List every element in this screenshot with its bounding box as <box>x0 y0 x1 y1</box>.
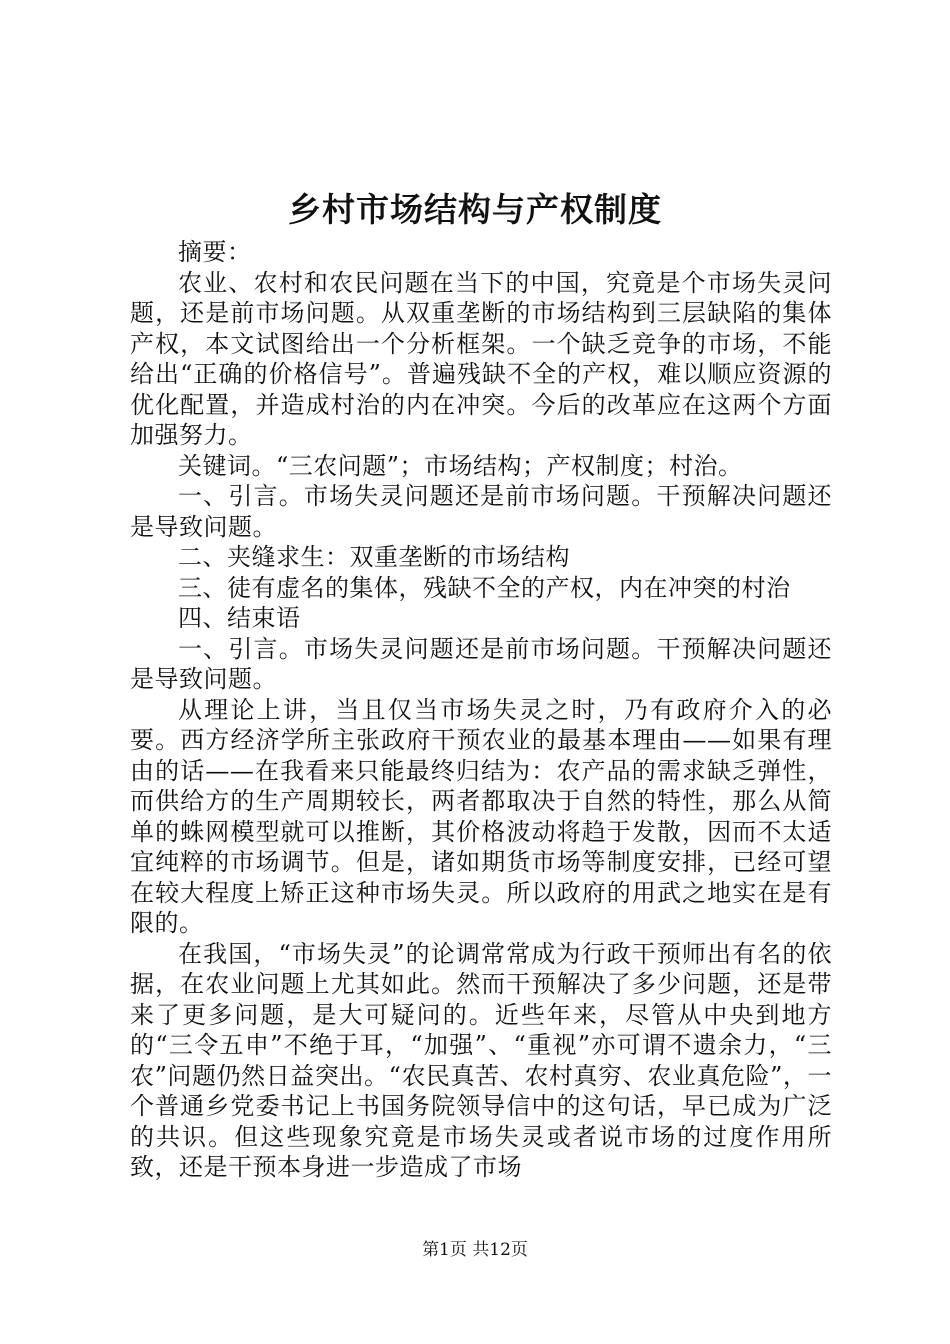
abstract-label: 摘要： <box>178 238 252 266</box>
document-body <box>130 237 832 1183</box>
outline-item-1: 一、引言。市场失灵问题还是前市场问题。干预解决问题还是导致问题。 <box>130 482 832 541</box>
body-paragraph: 在我国，“市场失灵”的论调常常成为行政干预师出有名的依据，在农业问题上尤其如此。然而干预解决了多少问题，还是带来了更多问题，是大可疑问的。近些年来，尽管从中央到地方的“三令五申”不绝于耳，“加强”、“重视”亦可谓不遗余力，“三农”问题仍然日益突出。“农民真苦、农村真穷、农业真危险”，一个普通乡党委书记上书国务院领导信中的这句话，早已成为广泛的共识。但这些现象究竟是市场失灵或者说市场的过度作用所致，还是干预本身进一步造成了市场 <box>130 939 832 1181</box>
document-title: 乡村市场结构与产权制度 <box>288 190 662 229</box>
page-number-footer: 第1页 共12页 <box>422 1240 528 1260</box>
outline-item-4: 四、结束语 <box>178 604 301 632</box>
abstract-paragraph: 农业、农村和农民问题在当下的中国，究竟是个市场失灵问题，还是前市场问题。从双重垄断的市场结构到三层缺陷的集体产权，本文试图给出一个分析框架。一个缺乏竞争的市场，不能给出“正确的价格信号”。普遍残缺不全的产权，难以顺应资源的优化配置，并造成村治的内在冲突。今后的改革应在这两个方面加强努力。 <box>130 268 832 449</box>
outline-item-3: 三、徒有虚名的集体，残缺不全的产权，内在冲突的村治 <box>178 573 791 602</box>
section-heading-introduction: 一、引言。市场失灵问题还是前市场问题。干预解决问题还是导致问题。 <box>130 634 832 693</box>
outline-item-2: 二、夹缝求生：双重垄断的市场结构 <box>178 543 570 571</box>
keywords-paragraph: 关键词。“三农问题”；市场结构；产权制度；村治。 <box>178 451 743 480</box>
body-paragraph: 从理论上讲，当且仅当市场失灵之时，乃有政府介入的必要。西方经济学所主张政府干预农业的最基本理由——如果有理由的话——在我看来只能最终归结为：农产品的需求缺乏弹性，而供给方的生产周期较长，两者都取决于自然的特性，那么从简单的蛛网模型就可以推断，其价格波动将趋于发散，因而不太适宜纯粹的市场调节。但是，诸如期货市场等制度安排，已经可望在较大程度上矫正这种市场失灵。所以政府的用武之地实在是有限的。 <box>130 695 832 937</box>
